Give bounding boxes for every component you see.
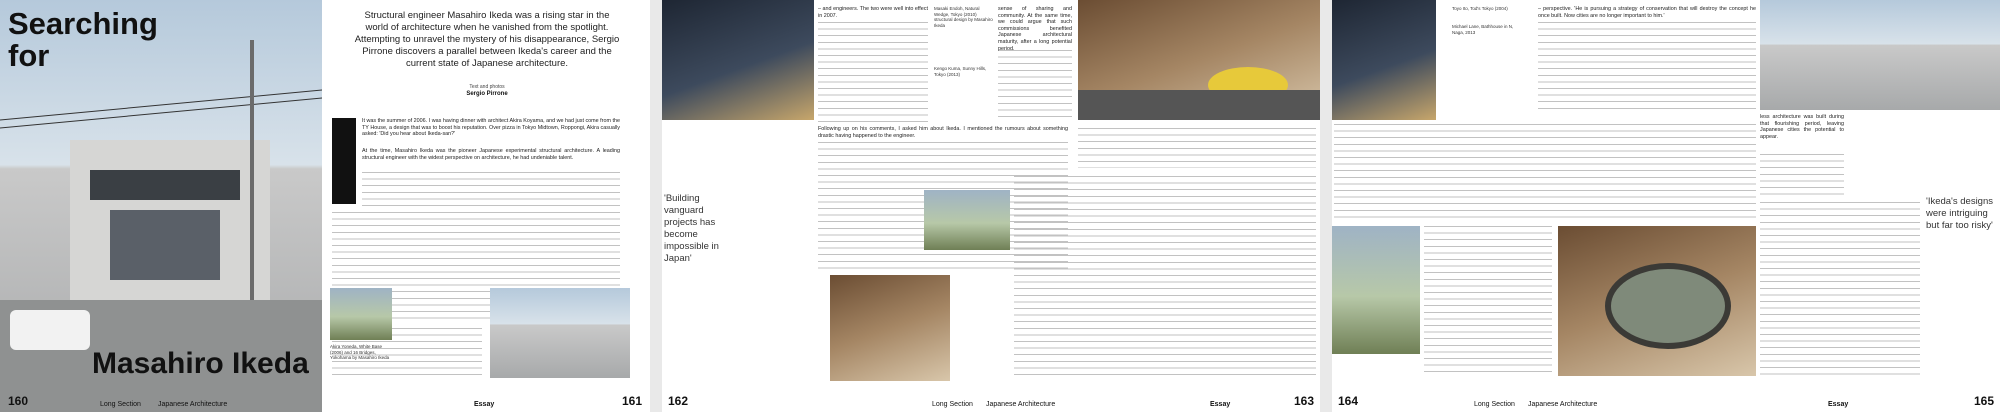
pullquote: 'Ikeda's designs were intriguing but far too risky' (1926, 196, 1994, 231)
body-text-column-1 (362, 172, 620, 208)
photo-timber-interior (830, 275, 950, 381)
round-window-illustration (1558, 226, 1756, 376)
dropcap (332, 118, 356, 204)
spread-162-163 (662, 0, 1320, 412)
spread-160-161 (0, 0, 650, 412)
col3-start: Following up on his comments, I asked him about Ikeda. I mentioned the rumours about something drastic having happened to the engineer. (818, 126, 1068, 139)
footer-essay-label: Essay (474, 401, 495, 408)
col1-start: – and engineers. The two were well into effect in 2007. (818, 6, 928, 19)
photo-16-bridges (490, 288, 630, 378)
page-number-right: 165 (1973, 394, 1994, 408)
footer-topic: Japanese Architecture (158, 401, 228, 408)
caption-bathhouse: Michael Lane, Bathhouse in N, Naga, 2013 (1452, 24, 1514, 35)
body-text-col2 (998, 50, 1072, 122)
standfirst: Structural engineer Masahiro Ikeda was a rising star in the world of architecture when he vanished from the spotlight. Attempting to unravel the mystery of his disappearance, Sergio Pirrone discovers a parallel between Ikeda's career and the current state of Japanese architecture. (354, 10, 620, 69)
photo-wooden-pavilion (924, 190, 1010, 250)
body-text-wide (1334, 124, 1756, 220)
col1-start: – perspective. 'He is pursuing a strategy of conservation that will destroy the concept he once built. Now cities are no longer important to him.' (1538, 6, 1756, 19)
footer-section: Long Section (1474, 401, 1515, 408)
body-text-col4 (1760, 202, 1920, 378)
col2-start: less architecture was built during that flourishing period, leaving Japanese cities the potential to appear. (1760, 114, 1844, 140)
title-for: for (8, 38, 50, 73)
body-text-col1 (818, 22, 928, 122)
body-text-col1 (1538, 22, 1756, 112)
photo-facade (662, 0, 814, 120)
page-number-left: 160 (8, 394, 29, 408)
body-text-col3 (1760, 154, 1844, 198)
footer-essay-label: Essay (1210, 401, 1231, 408)
credit-name: Sergio Pirrone (466, 91, 508, 97)
body-more: At the time, Masahiro Ikeda was the pioneer Japanese experimental structural architecture. A leading structural engineer with the widest perspective on architecture, he had undeniable talent. (362, 148, 620, 161)
caption-tods: Toyo Ito, Tod's Tokyo (2004) (1452, 6, 1508, 11)
footer-topic: Japanese Architecture (1528, 401, 1598, 408)
footer-essay-label: Essay (1828, 401, 1849, 408)
footer-topic: Japanese Architecture (986, 401, 1056, 408)
photo-round-window (1558, 226, 1756, 376)
pullquote: 'Building vanguard projects has become impossible in Japan' (664, 193, 719, 264)
photo-white-base (330, 288, 392, 340)
photo-tods-tokyo (1332, 0, 1436, 120)
caption-sunny-hills: Kengo Kuma, Sunny Hills, Tokyo (2013) (934, 66, 987, 77)
caption-natural-wedge: Masaki Endoh, Natural Wedge, Tokyo (2010) structural design by Masahiro Ikeda (934, 6, 993, 28)
credit-label: Text and photos (469, 84, 505, 90)
footer-section: Long Section (100, 401, 141, 408)
title-searching: Searching (8, 6, 158, 41)
body-text-col5 (1014, 176, 1316, 378)
page-number-left: 162 (668, 394, 689, 408)
title-name: Masahiro Ikeda (92, 347, 309, 380)
page-number-right: 161 (621, 394, 642, 408)
body-text-col4 (1078, 128, 1316, 168)
body-text-col2 (1424, 226, 1552, 376)
photo-yellow-car (1078, 0, 1320, 120)
caption-white-base: Akira Yoneda, White Base (2006) and 16 Bridges, Yokohama by Masahiro Ikeda (330, 344, 390, 360)
photo-white-house (1760, 0, 2000, 110)
car-illustration (1078, 0, 1320, 120)
col2-start: sense of sharing and community. At the same time, we could argue that such commissions benefited Japanese architectural maturity, after a long potential period. (998, 6, 1072, 52)
footer-section: Long Section (932, 401, 973, 408)
photo-sculpture (1332, 226, 1420, 354)
page-number-left: 164 (1338, 394, 1359, 408)
spread-164-165 (1332, 0, 2000, 412)
page-number-right: 163 (1293, 394, 1314, 408)
body-intro: It was the summer of 2006. I was having dinner with architect Akira Koyama, and we had just come from the TY House, a design that was to boost his reputation. Over pizza in Tokyo Midtown, Roppongi, Akira casually asked: 'Did you hear about Ikeda-san?' (362, 118, 620, 138)
